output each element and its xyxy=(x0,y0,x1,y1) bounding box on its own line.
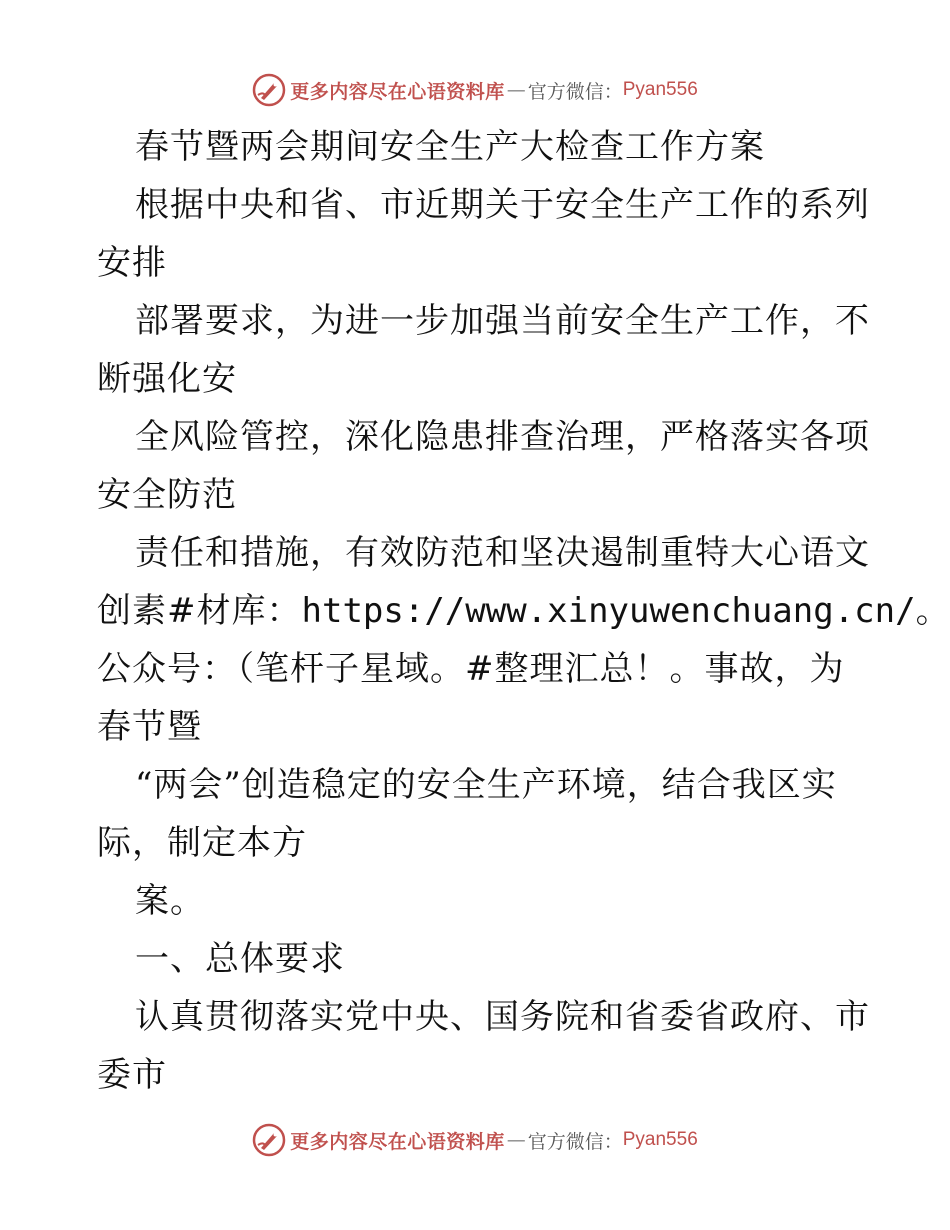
watermark-text: 更多内容尽在心语资料库 xyxy=(290,1130,505,1153)
paragraph-line: 认真贯彻落实党中央、国务院和省委省政府、市 xyxy=(135,997,870,1037)
paragraph-line: 案。 xyxy=(135,881,205,921)
watermark-subtext: 官方微信： xyxy=(527,1130,623,1153)
paragraph-line: 责任和措施，有效防范和坚决遏制重特大心语文 xyxy=(135,533,870,573)
paragraph-line: 际，制定本方 xyxy=(97,823,307,863)
paragraph-line xyxy=(97,591,950,631)
watermark-dash: — xyxy=(506,79,526,101)
footer-watermark-banner xyxy=(0,1120,950,1160)
paragraph-line: 安全防范 xyxy=(97,475,237,515)
watermark-subtext: 官方微信： xyxy=(527,80,623,103)
watermark-text: 更多内容尽在心语资料库 xyxy=(290,80,505,103)
section-heading: 一、总体要求 xyxy=(135,939,345,979)
paragraph-line: 断强化安 xyxy=(97,359,237,399)
paragraph-line: 全风险管控，深化隐患排查治理，严格落实各项 xyxy=(135,417,870,457)
watermark-wechat-id: Pyan556 xyxy=(622,79,698,100)
pen-nib-icon xyxy=(252,73,286,107)
paragraph-line: 根据中央和省、市近期关于安全生产工作的系列 xyxy=(135,185,870,225)
paragraph-line: 安排 xyxy=(97,243,167,283)
paragraph-line: 委市 xyxy=(97,1055,167,1095)
pen-nib-icon xyxy=(252,1123,286,1157)
paragraph-line: 春节暨 xyxy=(97,707,202,747)
paragraph-text: 创素#材库： xyxy=(97,591,302,631)
watermark-dash: — xyxy=(506,1129,526,1151)
document-title: 春节暨两会期间安全生产大检查工作方案 xyxy=(135,127,765,167)
paragraph-line: “两会”创造稳定的安全生产环境，结合我区实 xyxy=(135,765,837,805)
paragraph-line: 部署要求，为进一步加强当前安全生产工作，不 xyxy=(135,301,870,341)
website-url: https://www.xinyuwenchuang.cn/。 xyxy=(301,591,950,631)
header-watermark-banner xyxy=(0,70,950,110)
watermark-wechat-id: Pyan556 xyxy=(622,1129,698,1150)
paragraph-line: 公众号：（笔杆子星域。#整理汇总！。事故，为 xyxy=(97,649,845,689)
